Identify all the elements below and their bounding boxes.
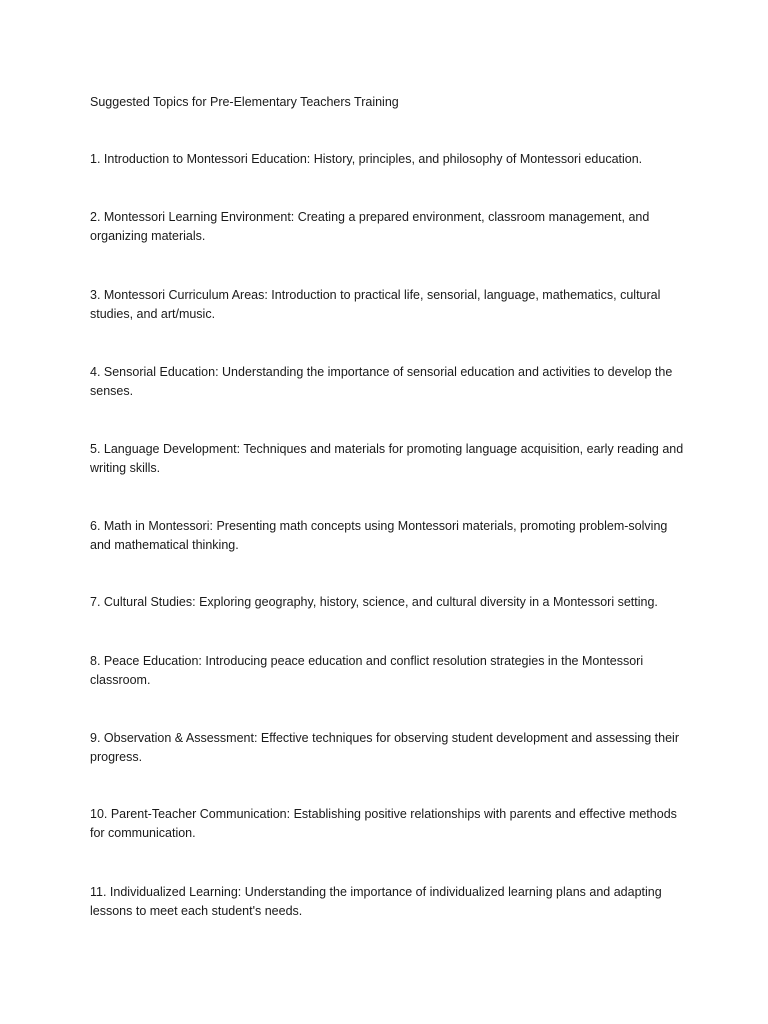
topic-item-6: 6. Math in Montessori: Presenting math concepts using Montessori materials, promoting problem-solving and mathematical thinking. <box>90 519 668 552</box>
topic-item-2: 2. Montessori Learning Environment: Creating a prepared environment, classroom management, and organizing materials. <box>90 210 650 243</box>
topic-item-8: 8. Peace Education: Introducing peace education and conflict resolution strategies in the Montessori classroom. <box>90 654 644 687</box>
topic-item-5: 5. Language Development: Techniques and materials for promoting language acquisition, early reading and writing skills. <box>90 442 684 475</box>
topic-item-10: 10. Parent-Teacher Communication: Establishing positive relationships with parents and effective methods for communication. <box>90 807 677 840</box>
topic-item-11: 11. Individualized Learning: Understanding the importance of individualized learning plans and adapting lessons to meet each student's needs. <box>90 885 662 918</box>
topic-item-3: 3. Montessori Curriculum Areas: Introduction to practical life, sensorial, language, mathematics, cultural studies, and art/music. <box>90 288 661 321</box>
topic-item-7: 7. Cultural Studies: Exploring geography, history, science, and cultural diversity in a Montessori setting. <box>90 595 658 609</box>
topic-item-4: 4. Sensorial Education: Understanding the importance of sensorial education and activities to develop the senses. <box>90 365 673 398</box>
topic-item-9: 9. Observation & Assessment: Effective techniques for observing student development and assessing their progress. <box>90 731 679 764</box>
topic-item-1: 1. Introduction to Montessori Education: History, principles, and philosophy of Montessori education. <box>90 152 643 166</box>
document-title: Suggested Topics for Pre-Elementary Teachers Training <box>90 95 399 109</box>
